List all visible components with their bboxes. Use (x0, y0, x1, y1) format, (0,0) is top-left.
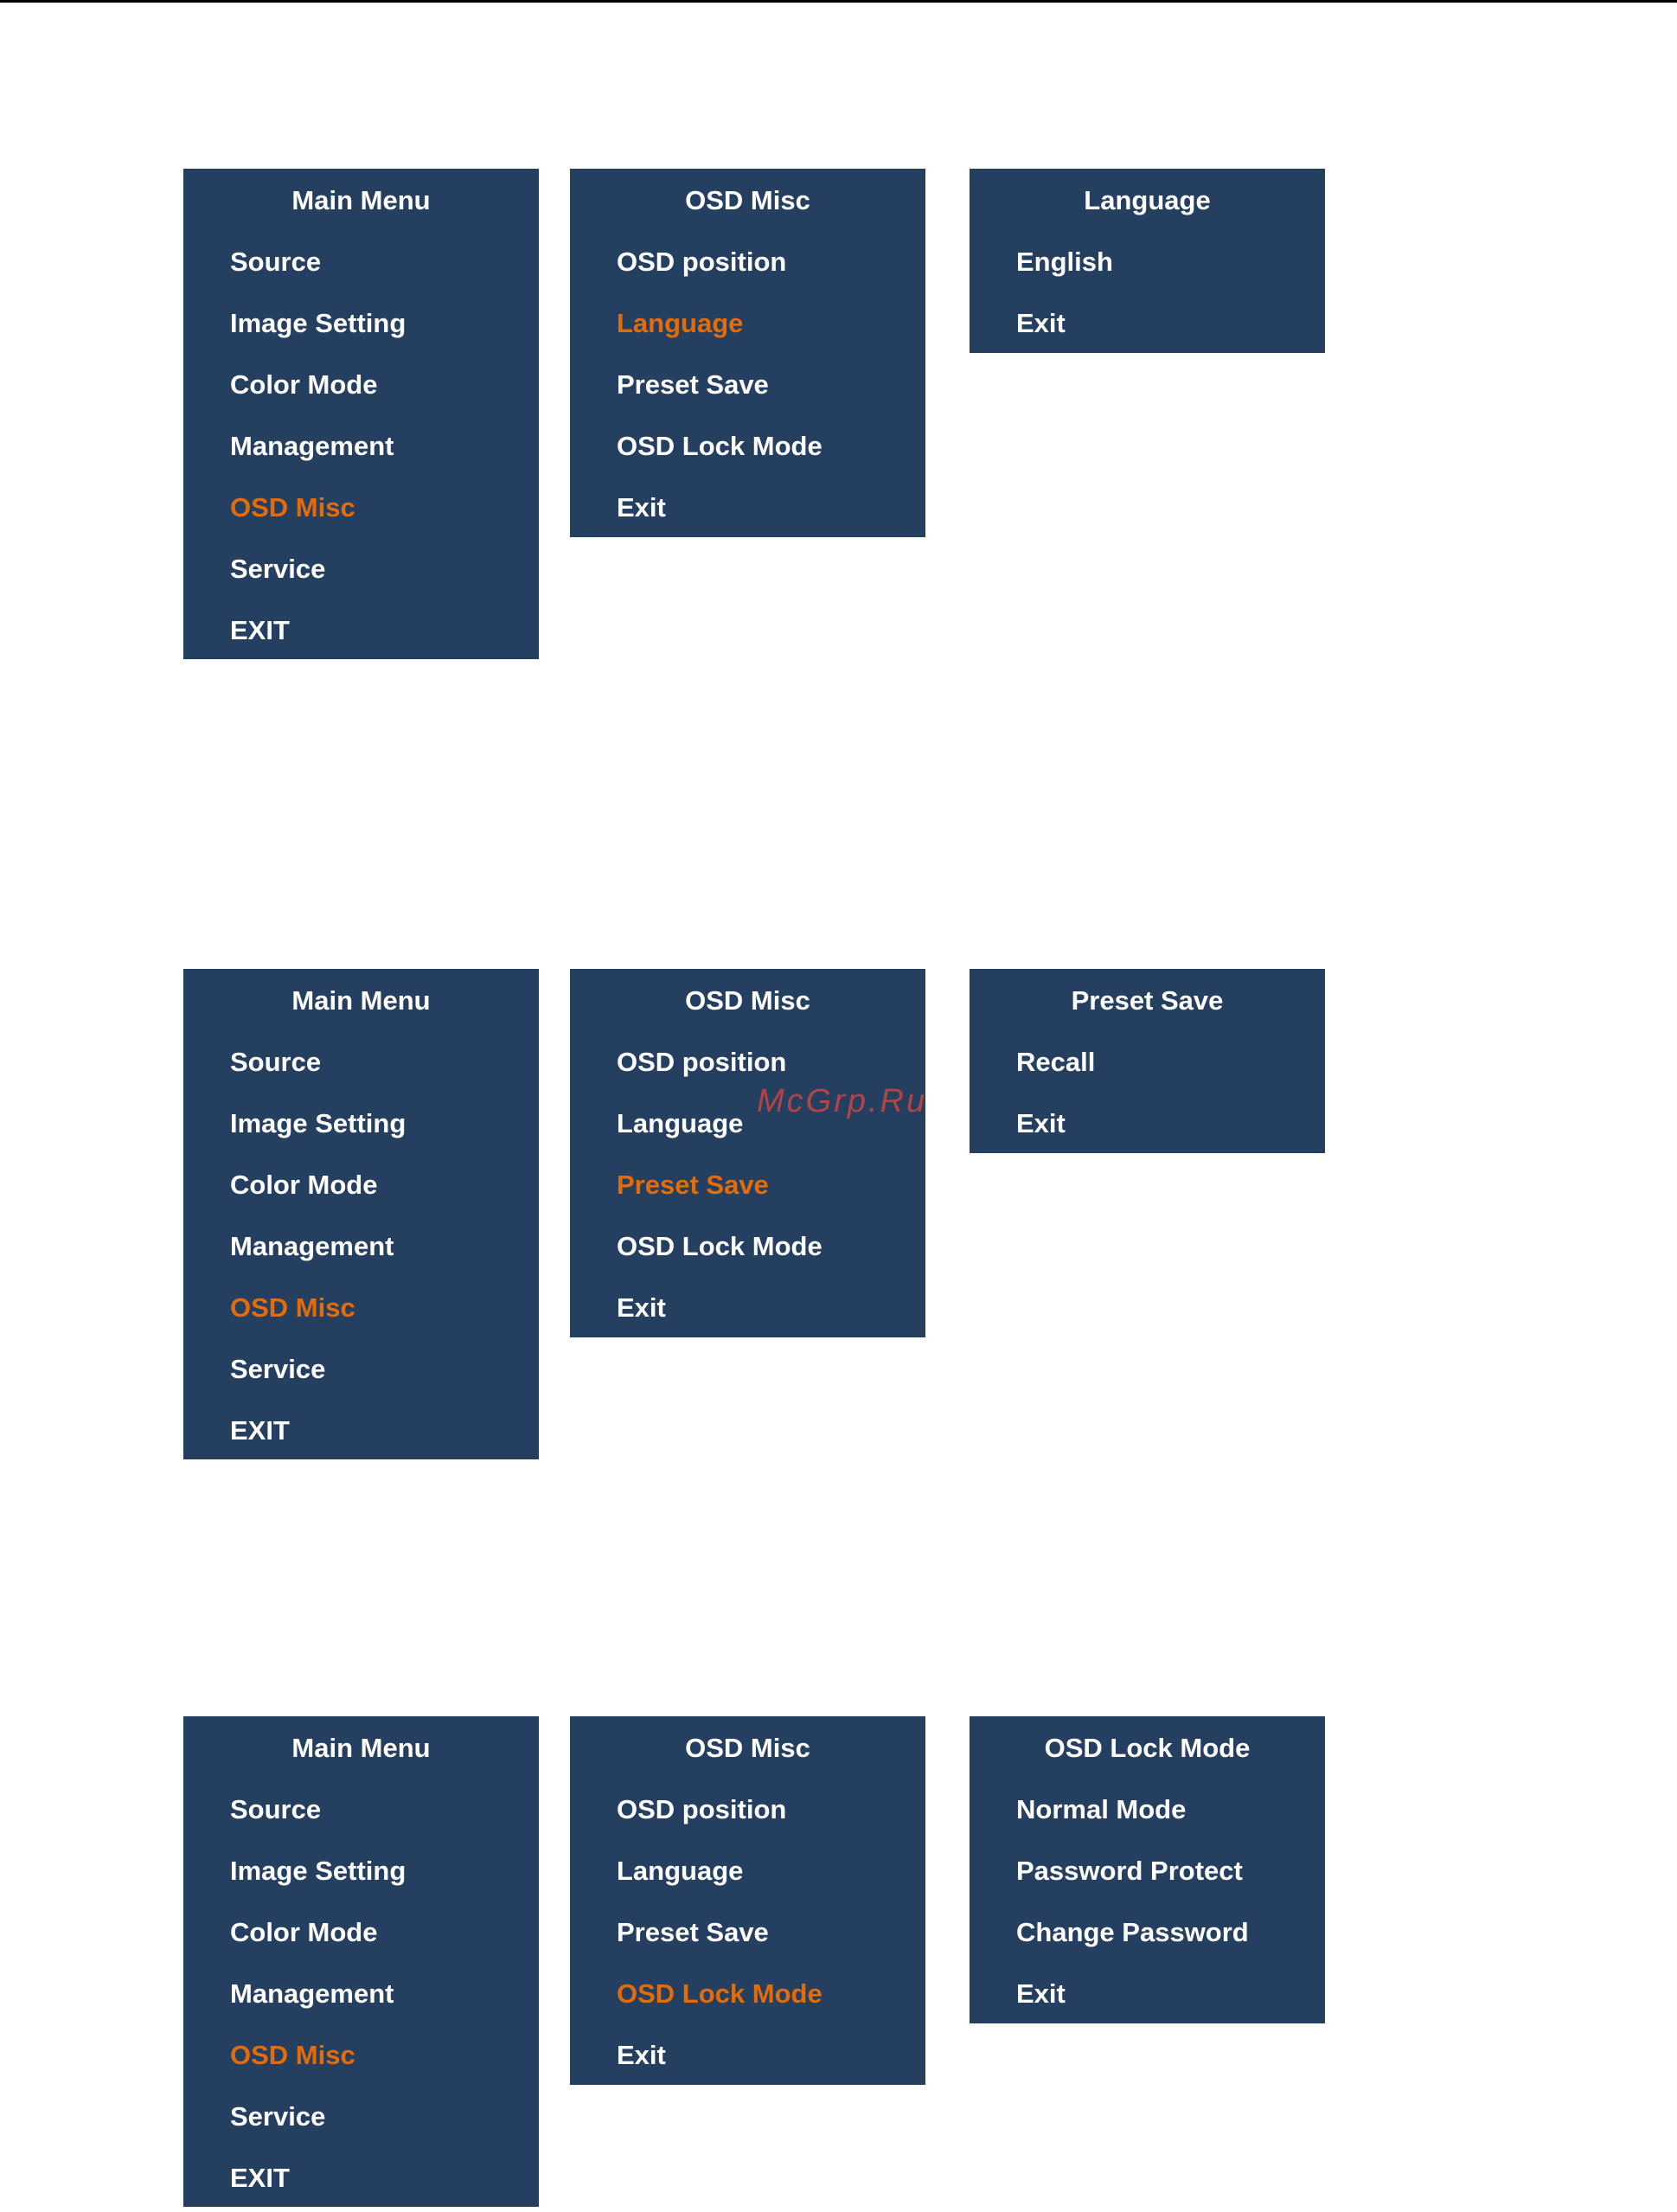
menu-item-osd-lock-mode[interactable]: OSD Lock Mode (617, 431, 822, 461)
menu-item-exit[interactable]: Exit (617, 492, 666, 523)
main-menu-panel (183, 969, 539, 1459)
panel-title: OSD Misc (685, 185, 810, 215)
panel-title: Main Menu (291, 185, 431, 215)
menu-item-normal-mode[interactable]: Normal Mode (1016, 1794, 1187, 1824)
menu-item-preset-save[interactable]: Preset Save (617, 1170, 769, 1200)
menu-item-preset-save[interactable]: Preset Save (617, 1917, 769, 1947)
menu-item-service[interactable]: Service (230, 554, 326, 584)
osd-misc-panel (570, 969, 928, 1337)
menu-item-osd-lock-mode[interactable]: OSD Lock Mode (617, 1978, 822, 2009)
menu-list (183, 231, 539, 661)
menu-item-recall[interactable]: Recall (1016, 1047, 1096, 1077)
main-menu-panel (183, 1716, 539, 2207)
menu-item-color-mode[interactable]: Color Mode (230, 369, 378, 400)
menu-item-osd-position[interactable]: OSD position (617, 1047, 787, 1077)
preset-save-panel (970, 969, 1325, 1153)
menu-item-exit[interactable]: Exit (1016, 1978, 1066, 2009)
menu-item-osd-misc[interactable]: OSD Misc (230, 2040, 355, 2070)
menu-list (570, 231, 925, 538)
panel-title: Preset Save (1071, 985, 1224, 1016)
menu-item-english[interactable]: English (1016, 247, 1113, 277)
osd-misc-panel (570, 1716, 925, 2085)
menu-item-preset-save[interactable]: Preset Save (617, 369, 769, 400)
menu-item-osd-misc[interactable]: OSD Misc (230, 492, 355, 523)
menu-item-osd-position[interactable]: OSD position (617, 1794, 787, 1824)
panel-title: OSD Misc (685, 1733, 810, 1763)
osd-lock-mode-panel (970, 1716, 1325, 2023)
menu-item-image-setting[interactable]: Image Setting (230, 308, 406, 338)
panel-title: Language (1084, 185, 1211, 215)
menu-item-management[interactable]: Management (230, 1978, 394, 2009)
panel-title: Main Menu (291, 985, 431, 1016)
menu-item-color-mode[interactable]: Color Mode (230, 1170, 378, 1200)
menu-item-source[interactable]: Source (230, 247, 322, 277)
osd-misc-panel (570, 169, 925, 537)
menu-item-source[interactable]: Source (230, 1047, 322, 1077)
menu-item-change-password[interactable]: Change Password (1016, 1917, 1249, 1947)
menu-list (570, 1031, 928, 1338)
menu-item-password-protect[interactable]: Password Protect (1016, 1856, 1243, 1886)
menu-item-language[interactable]: Language (617, 1856, 744, 1886)
panel-title: OSD Misc (685, 985, 810, 1016)
menu-item-osd-misc[interactable]: OSD Misc (230, 1292, 355, 1323)
menu-item-osd-lock-mode[interactable]: OSD Lock Mode (617, 1231, 822, 1261)
panel-title: OSD Lock Mode (1044, 1733, 1251, 1763)
menu-item-osd-position[interactable]: OSD position (617, 247, 787, 277)
menu-item-exit[interactable]: EXIT (230, 1415, 290, 1446)
menu-item-source[interactable]: Source (230, 1794, 322, 1824)
watermark: McGrp.Ru (757, 1083, 928, 1119)
language-panel (970, 169, 1325, 353)
main-menu-panel (183, 169, 539, 659)
menu-item-management[interactable]: Management (230, 1231, 394, 1261)
menu-item-image-setting[interactable]: Image Setting (230, 1108, 406, 1138)
menu-list (570, 1779, 925, 2086)
menu-list (970, 1779, 1325, 2024)
menu-list (183, 1779, 539, 2209)
menu-item-exit[interactable]: Exit (1016, 1108, 1066, 1138)
menu-list (970, 231, 1325, 354)
menu-list (183, 1031, 539, 1461)
panel-title: Main Menu (291, 1733, 431, 1763)
menu-list (970, 1031, 1325, 1154)
menu-item-management[interactable]: Management (230, 431, 394, 461)
top-rule (0, 0, 1677, 3)
menu-item-exit[interactable]: Exit (1016, 308, 1066, 338)
menu-item-exit[interactable]: EXIT (230, 2163, 290, 2193)
menu-item-language[interactable]: Language (617, 308, 744, 338)
menu-item-exit[interactable]: Exit (617, 1292, 666, 1323)
menu-item-exit[interactable]: Exit (617, 2040, 666, 2070)
menu-item-image-setting[interactable]: Image Setting (230, 1856, 406, 1886)
menu-item-exit[interactable]: EXIT (230, 615, 290, 645)
menu-item-service[interactable]: Service (230, 1354, 326, 1384)
menu-item-service[interactable]: Service (230, 2101, 326, 2132)
menu-item-color-mode[interactable]: Color Mode (230, 1917, 378, 1947)
menu-item-language[interactable]: Language (617, 1108, 744, 1138)
